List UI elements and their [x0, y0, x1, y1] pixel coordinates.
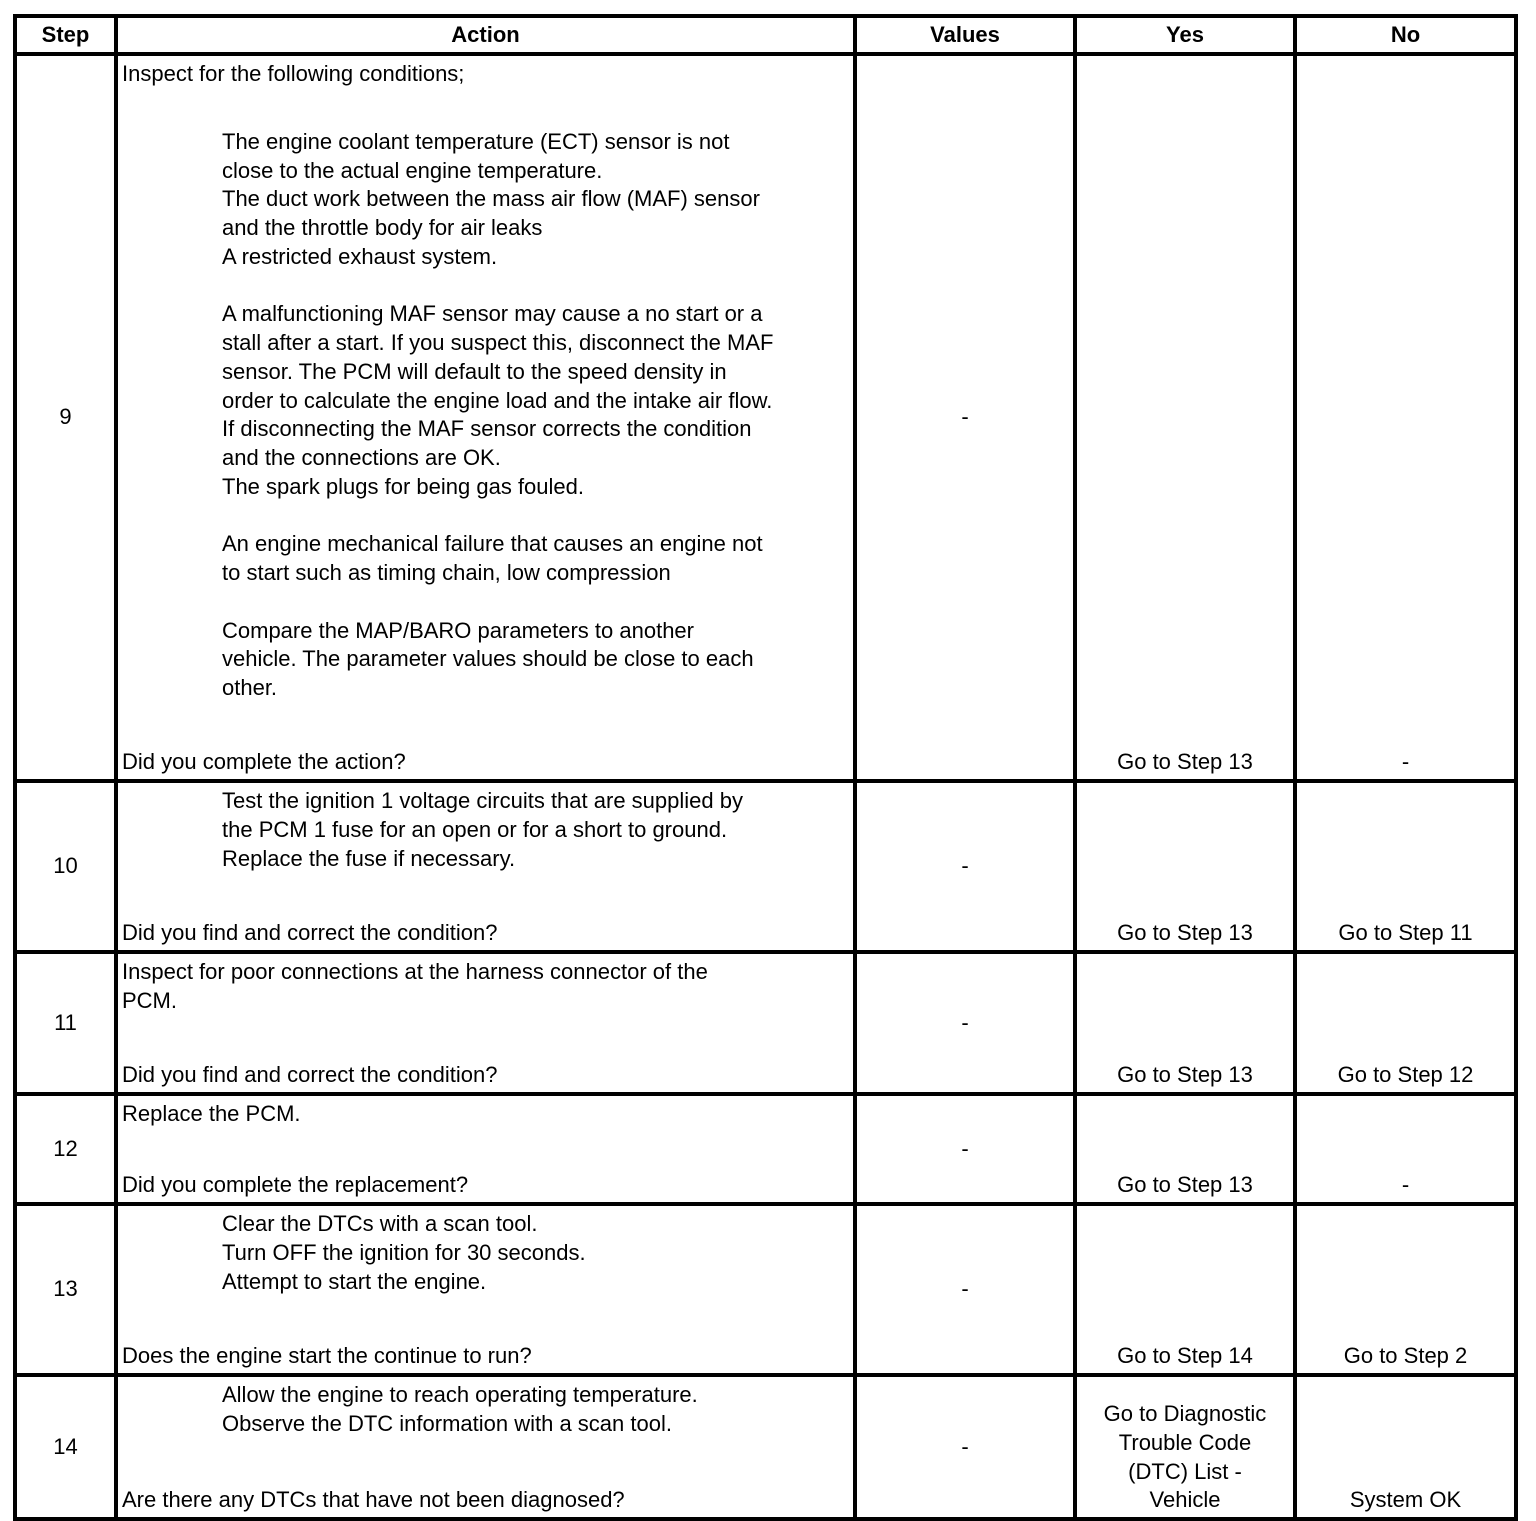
action-line: Inspect for the following conditions; [122, 61, 465, 86]
action-line [122, 272, 849, 301]
table-row [15, 781, 1516, 952]
action-cell [116, 1204, 855, 1375]
action-line: to start such as timing chain, low compression [222, 560, 671, 585]
action-line: An engine mechanical failure that causes an engine not [222, 531, 763, 557]
action-cell [116, 952, 855, 1094]
action-line: The engine coolant temperature (ECT) sensor is not [222, 128, 730, 154]
yes-cell [1075, 952, 1295, 1094]
values-cell: - [855, 1375, 1075, 1519]
no-cell [1295, 781, 1516, 952]
action-instructions [122, 958, 849, 1016]
no-cell [1295, 54, 1516, 781]
action-instructions [122, 1381, 849, 1439]
step-number: 12 [15, 1094, 116, 1204]
action-line [122, 502, 849, 531]
action-line: Test the ignition 1 voltage circuits that are supplied by [222, 788, 743, 813]
header-step: Step [15, 16, 116, 54]
action-question: Did you find and correct the condition? [122, 1062, 498, 1088]
action-cell [116, 1375, 855, 1519]
action-cell [116, 54, 855, 781]
action-line: The duct work between the mass air flow (MAF) sensor [222, 186, 760, 212]
action-line: other. [222, 675, 278, 700]
action-question: Does the engine start the continue to run? [122, 1343, 532, 1369]
action-line: A restricted exhaust system. [222, 243, 498, 269]
action-cell [116, 1094, 855, 1204]
no-result: - [1401, 1172, 1410, 1198]
action-line: and the throttle body for air leaks [222, 215, 543, 240]
action-line: Inspect for poor connections at the harness connector of the [122, 959, 708, 984]
no-result: - [1401, 749, 1410, 775]
no-cell [1295, 1204, 1516, 1375]
action-line: vehicle. The parameter values should be close to each [222, 646, 754, 672]
header-yes: Yes [1075, 16, 1295, 54]
values-cell: - [855, 1094, 1075, 1204]
action-cell [116, 781, 855, 952]
action-line: PCM. [122, 987, 177, 1013]
table-row [15, 54, 1516, 781]
yes-cell [1075, 1204, 1295, 1375]
step-number: 10 [15, 781, 116, 952]
yes-result: Go to Step 13 [1117, 920, 1253, 946]
action-line: and the connections are OK. [222, 445, 501, 470]
yes-cell [1075, 1375, 1295, 1519]
no-result: System OK [1349, 1487, 1462, 1513]
step-number: 14 [15, 1375, 116, 1519]
yes-cell [1075, 1094, 1295, 1204]
values-cell: - [855, 1204, 1075, 1375]
action-line: Turn OFF the ignition for 30 seconds. [222, 1239, 586, 1265]
action-instructions [122, 787, 849, 873]
yes-result: Go to Step 13 [1117, 1062, 1253, 1088]
action-line: A malfunctioning MAF sensor may cause a no start or a [222, 301, 763, 327]
action-instructions [122, 1100, 849, 1129]
header-action: Action [116, 16, 855, 54]
no-result: Go to Step 2 [1343, 1343, 1468, 1369]
action-question: Did you find and correct the condition? [122, 920, 498, 946]
table-row [15, 1094, 1516, 1204]
no-result: Go to Step 11 [1338, 920, 1473, 946]
action-line: Clear the DTCs with a scan tool. [222, 1211, 538, 1236]
action-instructions [122, 60, 849, 703]
header-no: No [1295, 16, 1516, 54]
action-line: Allow the engine to reach operating temperature. [222, 1382, 698, 1407]
action-question: Did you complete the action? [122, 749, 406, 775]
action-line: Attempt to start the engine. [222, 1268, 487, 1294]
yes-cell [1075, 781, 1295, 952]
action-line: Replace the fuse if necessary. [222, 845, 516, 871]
step-number: 13 [15, 1204, 116, 1375]
action-line: stall after a start. If you suspect this, disconnect the MAF [222, 330, 774, 355]
action-line: close to the actual engine temperature. [222, 157, 603, 183]
action-line: sensor. The PCM will default to the speed density in [222, 358, 727, 384]
action-question: Did you complete the replacement? [122, 1172, 469, 1198]
table-row [15, 1375, 1516, 1519]
action-line: order to calculate the engine load and the intake air flow. [222, 387, 773, 413]
header-row [15, 16, 1516, 54]
step-number: 11 [15, 952, 116, 1094]
action-line: Replace the PCM. [122, 1101, 301, 1126]
table-row [15, 952, 1516, 1094]
diagnostic-table [13, 14, 1518, 1521]
yes-cell [1075, 54, 1295, 781]
action-line: the PCM 1 fuse for an open or for a short to ground. [222, 816, 728, 842]
action-question: Are there any DTCs that have not been diagnosed? [122, 1487, 625, 1513]
yes-result: Go to Step 13 [1117, 749, 1253, 775]
no-result: Go to Step 12 [1337, 1062, 1474, 1088]
yes-result: Go to Step 13 [1117, 1172, 1253, 1198]
action-line: The spark plugs for being gas fouled. [222, 473, 585, 499]
action-line: Compare the MAP/BARO parameters to another [222, 617, 694, 643]
action-instructions [122, 1210, 849, 1296]
action-line [122, 588, 849, 617]
no-cell [1295, 1094, 1516, 1204]
header-values: Values [855, 16, 1075, 54]
step-number: 9 [15, 54, 116, 781]
no-cell [1295, 952, 1516, 1094]
table-row [15, 1204, 1516, 1375]
action-line: Observe the DTC information with a scan tool. [222, 1410, 672, 1436]
action-line: If disconnecting the MAF sensor corrects the condition [222, 416, 752, 442]
no-cell [1295, 1375, 1516, 1519]
values-cell: - [855, 952, 1075, 1094]
yes-result: Go to Step 14 [1117, 1343, 1253, 1369]
yes-result: Go to Diagnostic Trouble Code (DTC) List - Vehicle [1103, 1401, 1267, 1513]
values-cell: - [855, 54, 1075, 781]
values-cell: - [855, 781, 1075, 952]
